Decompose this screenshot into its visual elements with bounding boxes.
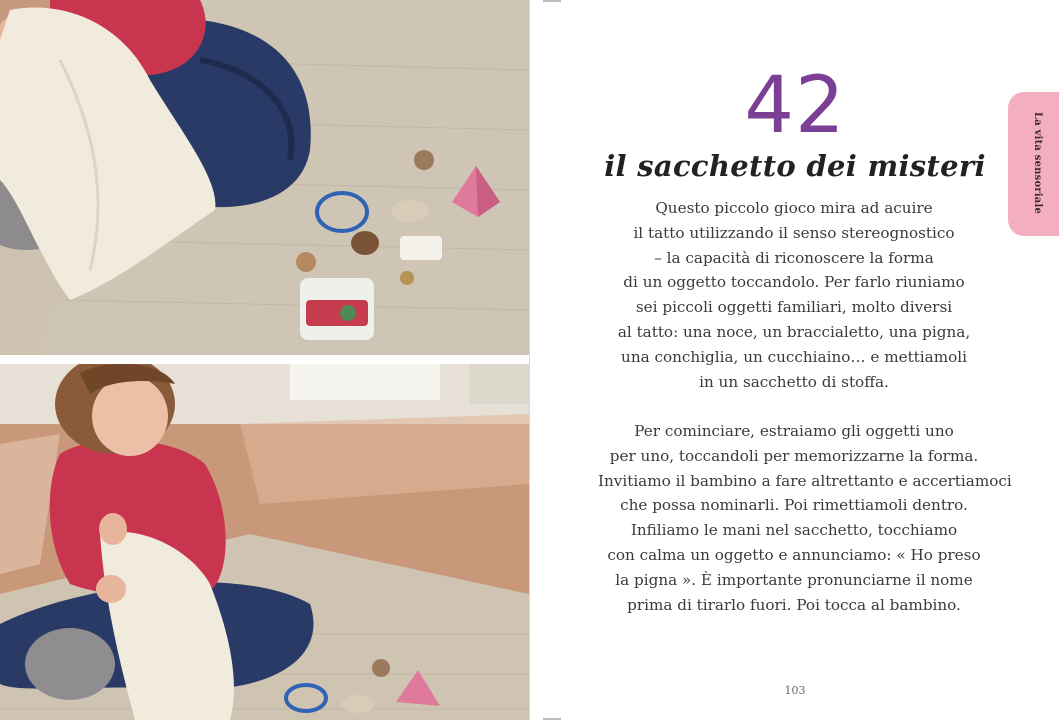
page-number: 103	[784, 684, 806, 697]
text-line: di un oggetto toccandolo. Per farlo riuniamo	[623, 273, 965, 292]
photo-child-with-mystery-bag-top	[0, 0, 529, 355]
photo-child-reaching-in-bag-bottom	[0, 364, 529, 720]
page-gutter-line	[529, 0, 530, 720]
text-line: la pigna ». È importante pronunciarne il nome	[615, 570, 973, 589]
photo-top-illustration	[0, 0, 529, 355]
paragraph-intro	[598, 196, 990, 394]
text-line: che possa nominarli. Poi rimettiamoli dentro.	[620, 496, 968, 515]
text-line: con calma un oggetto e annunciamo: « Ho preso	[607, 545, 981, 564]
text-line: Infiliamo le mani nel sacchetto, tocchiamo	[630, 521, 958, 540]
text-line: sei piccoli oggetti familiari, molto diversi	[635, 298, 953, 317]
section-side-tab-label: La vita sensoriale	[1032, 112, 1043, 215]
chapter-title: il sacchetto dei misteri	[604, 149, 986, 183]
crop-mark-top	[543, 0, 561, 2]
text-line: Per cominciare, estraiamo gli oggetti uno	[634, 422, 954, 440]
text-line: Questo piccolo gioco mira ad acuire	[655, 199, 933, 217]
text-line: prima di tirarlo fuori. Poi tocca al bambino.	[627, 595, 961, 614]
text-line: il tatto utilizzando il senso stereognostico	[633, 223, 955, 242]
photo-bottom-illustration	[0, 364, 529, 720]
text-line: una conchiglia, un cucchiaino… e mettiamoli	[621, 347, 967, 366]
chapter-number: 42	[744, 61, 846, 151]
text-line: al tatto: una noce, un braccialetto, una pigna,	[617, 322, 971, 341]
paragraph-instructions	[598, 419, 1012, 617]
section-side-tab	[1008, 92, 1059, 236]
text-line: per uno, toccandoli per memorizzarne la forma.	[609, 446, 979, 465]
text-line: – la capacità di riconoscere la forma	[654, 248, 934, 267]
text-line: Invitiamo il bambino a fare altrettanto e accertiamoci	[598, 471, 1012, 490]
text-line: in un sacchetto di stoffa.	[699, 372, 889, 391]
